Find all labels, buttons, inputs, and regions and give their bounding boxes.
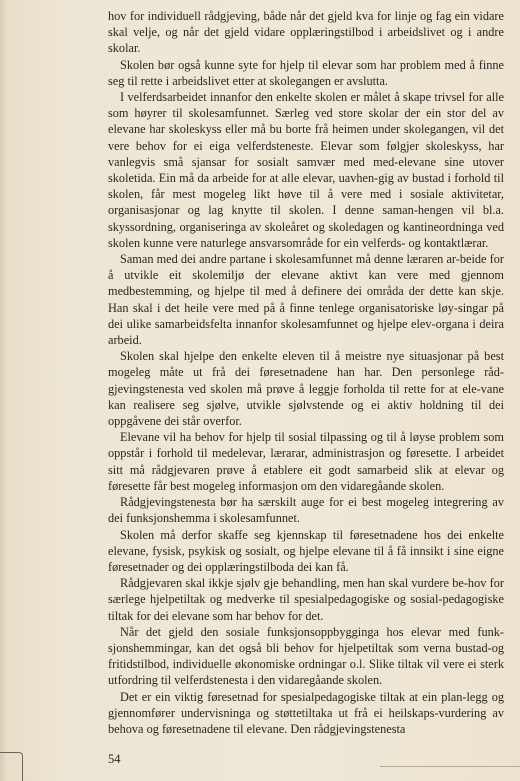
paragraph: hov for individuell rådgjeving, både når det gjeld kva for linje og fag ein vidare skal velje, og når det gjeld vidare opplæringstilbod i arbeidslivet og i andre skolar.	[108, 9, 504, 56]
page-number: 54	[108, 752, 121, 766]
body-text	[108, 8, 504, 737]
paragraph: Skolen skal hjelpe den enkelte eleven til å meistre nye situasjonar på best mogeleg måte ut frå dei føresetnadene han har. Den personlege råd-gjevingstenesta ved skolen må prøve å leggje forholda til rette for at ele-vane kan realisere seg sjølve, utvikle sjølvstende og ei aktiv holdning til dei oppgåvene dei står overfor.	[108, 349, 504, 429]
paragraph: Når det gjeld den sosiale funksjonsoppbygginga hos elevar med funk-sjonshemmingar, kan det også bli behov for hjelpetiltak som verna bustad-og fritidstilbod, individuelle økonomiske ordningar o.l. Slike tiltak vil vere ei sterk utfordring til velferdstenesta i den vidaregåande skolen.	[108, 624, 504, 688]
scan-edge-line	[380, 766, 520, 767]
paragraph: Det er ein viktig føresetnad for spesialpedagogiske tiltak at ein plan-legg og gjennomfører undervisninga og støttetiltaka ut frå ei heilskaps-vurdering av behova og føresetnadene til elevane. Den rådgjevingstenesta	[108, 689, 504, 736]
paragraph: I velferdsarbeidet innanfor den enkelte skolen er målet å skape trivsel for alle som høyrer til skolesamfunnet. Særleg ved store skolar der ein stor del av elevane har skoleskyss eller må bu borte frå heimen under skolegangen, vil det vere behov for ei eiga velferdsteneste. Elevar som følgjer skoleskyss, har vanlegvis små sjansar for sosialt samvær med med-elevane sine utover skoletida. Ein må da arbeide for at alle elevar, uavhen-gig av bustad i forhold til skolen, får mest mogeleg likt høve til å vere med i sosiale aktivitetar, organisasjonar og lag knytte til skolen. I denne saman-hengen vil bl.a. skyssordning, organiseringa av skoleåret og skoledagen og kantineordninga ved skolen kunne vere naturlege ansvarsområde for ein velferds- og kontaktlærar.	[108, 90, 504, 250]
paragraph: Rådgjevaren skal ikkje sjølv gje behandling, men han skal vurdere be-hov for særlege hjelpetiltak og medverke til spesialpedagogiske og sosial-pedagogiske tiltak for dei elevane som har behov for det.	[108, 576, 504, 623]
paragraph: Skolen bør også kunne syte for hjelp til elevar som har problem med å finne seg til rette i arbeidslivet etter at skolegangen er avslutta.	[108, 57, 504, 88]
paragraph: Rådgjevingstenesta bør ha særskilt auge for ei best mogeleg integrering av dei funksjonshemma i skolesamfunnet.	[108, 495, 504, 526]
page-edge-shadow	[0, 0, 6, 781]
paragraph: Elevane vil ha behov for hjelp til sosial tilpassing og til å løyse problem som oppstår i forhold til medelevar, lærarar, administrasjon og føresette. I arbeidet sitt må rådgjevaren prøve å etablere eit godt samarbeid slik at elevar og føresette får best mogeleg informasjon om den vidaregåande skolen.	[108, 430, 504, 493]
paragraph: Saman med dei andre partane i skolesamfunnet må denne læraren ar-beide for å utvikle eit skolemiljø der elevane aktivt kan vere med gjennom medbestemming, og hjelpe til med å definere dei områda der dette kan skje. Han skal i det heile vere med på å finne tenlege organisatoriske løy-singar på dei ulike samarbeidsfelta innanfor skolesamfunnet og hjelpe elev-organa i deira arbeid.	[108, 252, 504, 348]
paragraph: Skolen må derfor skaffe seg kjennskap til føresetnadene hos dei enkelte elevane, fysisk, psykisk og sosialt, og hjelpe elevane til å få innsikt i sine eigne føresetnader og dei opplæringstilboda dei kan få.	[108, 527, 504, 574]
page-corner-mark	[0, 752, 23, 781]
